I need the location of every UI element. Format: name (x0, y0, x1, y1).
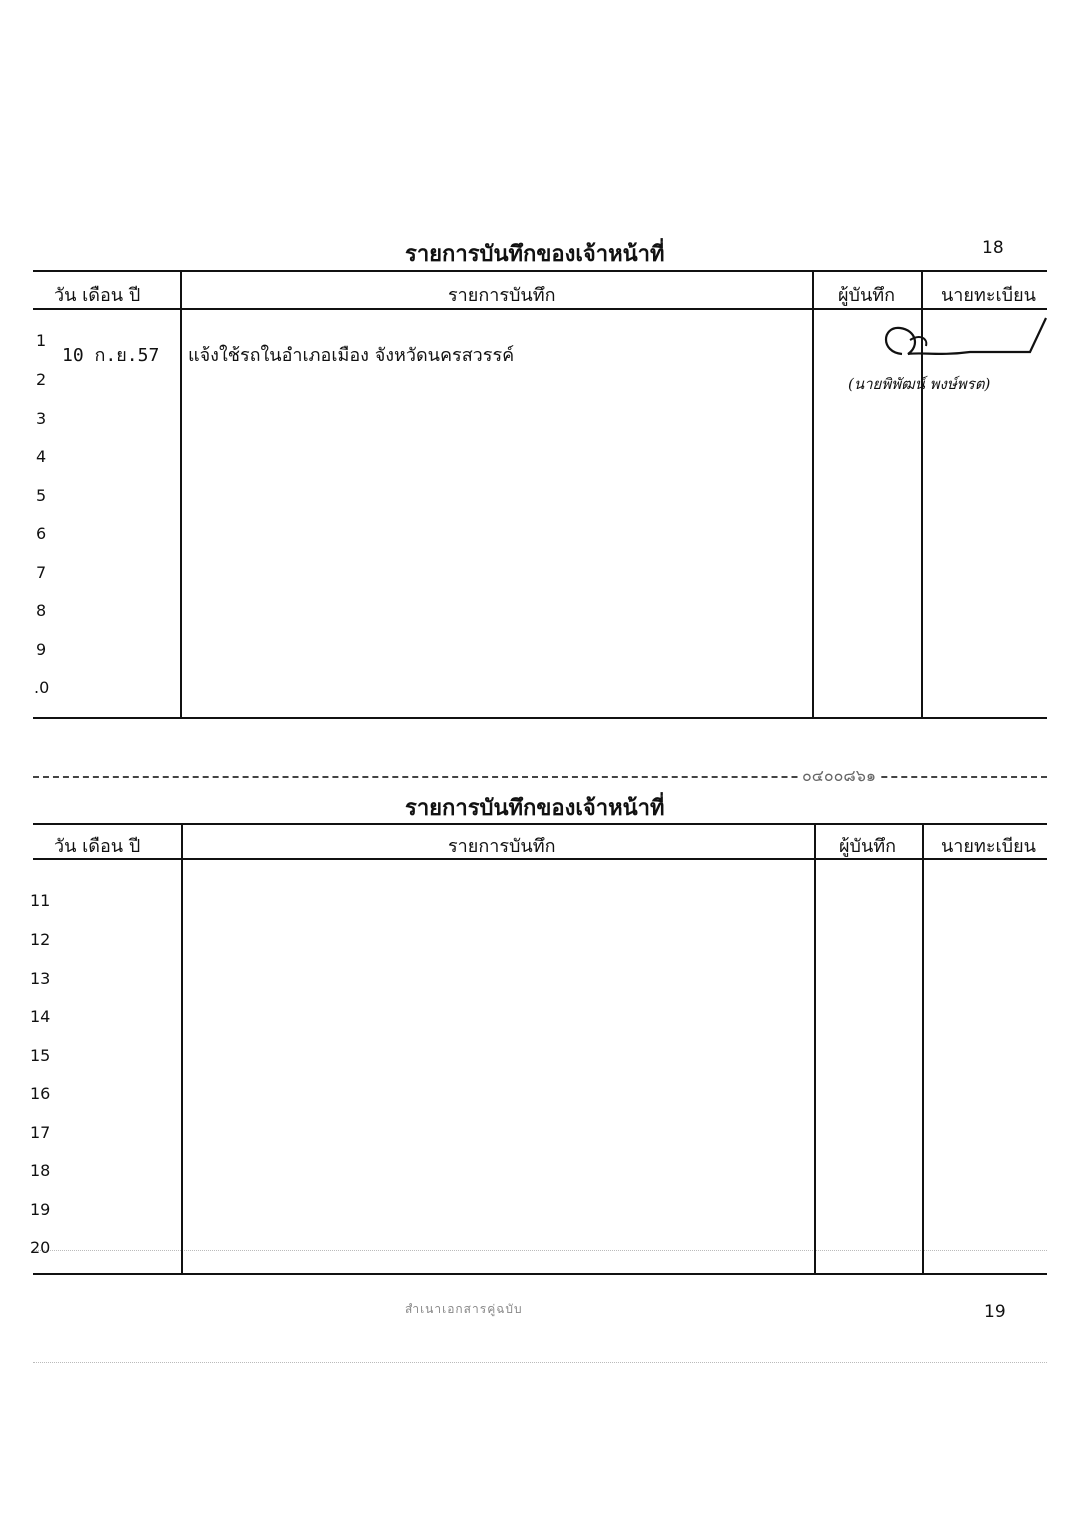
top-table-title: รายการบันทึกของเจ้าหน้าที่ (405, 242, 665, 267)
signature-scrawl (850, 312, 1050, 372)
entry-text: แจ้งใช้รถในอำเภอเมือง จังหวัดนครสวรรค์ (188, 345, 515, 366)
row-number: 18 (30, 1161, 51, 1180)
footer-faint-line (33, 1362, 1047, 1363)
top-header-recorder: ผู้บันทึก (838, 285, 896, 306)
cut-line (33, 776, 1047, 778)
entry-date: 10 ก.ย.57 (62, 345, 160, 366)
row-number: 5 (36, 486, 47, 505)
footer-text: สำเนาเอกสารคู่ฉบับ (405, 1302, 523, 1316)
bottom-header-date: วัน เดือน ปี (54, 836, 141, 857)
bottom-table-bottom-border (33, 1273, 1047, 1275)
row-number: 17 (30, 1123, 51, 1142)
bottom-faint-line (33, 1250, 1047, 1251)
top-table-top-border (33, 270, 1047, 272)
row-number: 19 (30, 1200, 51, 1219)
bottom-col-divider-entry (814, 823, 816, 1275)
row-number: 15 (30, 1046, 51, 1065)
row-number: 6 (36, 524, 47, 543)
bottom-col-divider-recorder (922, 823, 924, 1275)
top-col-divider-entry (812, 270, 814, 719)
row-number: 8 (36, 601, 47, 620)
row-number: .0 (34, 678, 50, 697)
signature-name: (นายพิพัฒน์ พงษ์พรต) (848, 375, 991, 393)
row-number: 16 (30, 1084, 51, 1103)
top-header-date: วัน เดือน ปี (54, 285, 141, 306)
top-col-divider-date (180, 270, 182, 719)
bottom-table-top-border (33, 823, 1047, 825)
bottom-table-title: รายการบันทึกของเจ้าหน้าที่ (405, 796, 665, 821)
row-number: 14 (30, 1007, 51, 1026)
row-number: 2 (36, 370, 47, 389)
bottom-header-recorder: ผู้บันทึก (839, 836, 897, 857)
row-number: 20 (30, 1238, 51, 1257)
bottom-header-registrar: นายทะเบียน (941, 836, 1036, 857)
top-header-entry: รายการบันทึก (448, 285, 556, 306)
top-page-number: 18 (982, 238, 1004, 258)
row-number: 7 (36, 563, 47, 582)
serial-stamp: ๐๔๐๐๘๖๑ (798, 764, 880, 789)
row-number: 1 (36, 331, 47, 350)
bottom-col-divider-date (181, 823, 183, 1275)
row-number: 9 (36, 640, 47, 659)
row-number: 4 (36, 447, 47, 466)
bottom-header-entry: รายการบันทึก (448, 836, 556, 857)
row-number: 11 (30, 891, 51, 910)
row-number: 3 (36, 409, 47, 428)
top-table-bottom-border (33, 717, 1047, 719)
row-number: 13 (30, 969, 51, 988)
top-header-registrar: นายทะเบียน (941, 285, 1036, 306)
bottom-page-number: 19 (984, 1302, 1006, 1322)
row-number: 12 (30, 930, 51, 949)
